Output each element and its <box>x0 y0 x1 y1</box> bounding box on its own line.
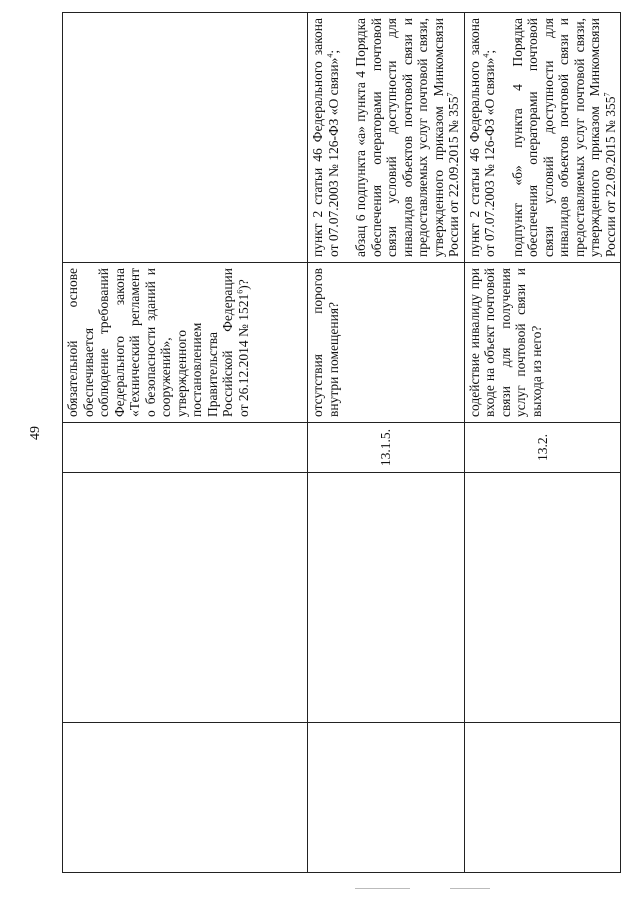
row-2-basis-1-text: подпункт «б» пункта 4 Порядка обеспечения операторами почтовой связи условий доступности для инвалидов объектов почтовой связи и предоставляемых услуг почтовой связи, утвержденного приказом Минкомсвязи России от 22.09.2015 № 355 <box>509 18 618 257</box>
table-row <box>464 13 621 873</box>
row-2-question <box>464 263 621 423</box>
row-0-empty-right <box>63 13 308 263</box>
row-0-empty-left <box>63 723 308 873</box>
row-2-empty-left <box>464 723 621 873</box>
row-2-basis-1 <box>510 18 619 257</box>
row-0-question-text: обязательной основе обеспечивается соблюдение требований Федерального закона «Технический регламент о безопасности зданий и сооружений», утвержденного постановлением Правительства Российской Федерации от 26.12.2014 № 1521 <box>65 268 251 417</box>
row-1-basis <box>308 13 465 263</box>
row-1-basis-0-tail: ; <box>325 49 341 54</box>
row-1-basis-1-text: абзац 6 подпункта «а» пункта 4 Порядка обеспечения операторами почтовой связи условий доступности для инвалидов объектов почтовой связи и предоставляемых услуг почтовой связи, утвержденного приказом Минкомсвязи России от 22.09.2015 № 355 <box>353 18 461 257</box>
row-2-empty-center <box>464 473 621 723</box>
table-row <box>308 13 465 873</box>
row-2-number: 13.2. <box>464 423 621 473</box>
row-2-basis-1-footnote: 7 <box>602 92 611 97</box>
scan-artifact <box>450 888 490 889</box>
row-1-basis-1 <box>353 18 462 257</box>
table-row <box>63 13 308 873</box>
row-1-empty-left <box>308 723 465 873</box>
row-0-empty-center <box>63 473 308 723</box>
row-1-basis-0-footnote: 4 <box>325 53 334 58</box>
row-0-question-tail: )? <box>235 279 251 290</box>
row-1-basis-1-footnote: 7 <box>445 92 455 97</box>
row-1-number: 13.1.5. <box>308 423 465 473</box>
row-2-question-text: содействие инвалиду при входе на объект почтовой связи для получения услуг почтовой связи и выхода из него? <box>466 268 544 417</box>
row-0-question-footnote: 6 <box>235 289 244 294</box>
scan-artifact <box>355 888 410 889</box>
row-1-empty-center <box>308 473 465 723</box>
row-2-basis-0-footnote: 4 <box>481 53 491 58</box>
row-0-number <box>63 423 308 473</box>
row-2-basis-0 <box>467 18 498 257</box>
row-1-question-text: отсутствия порогов внутри помещения? <box>310 268 341 417</box>
row-0-question <box>63 263 308 423</box>
row-2-basis <box>464 13 621 263</box>
page-number: 49 <box>28 426 43 440</box>
row-1-question <box>308 263 465 423</box>
row-1-basis-0 <box>310 18 341 257</box>
requirements-table <box>62 12 621 873</box>
row-1-basis-0-text: пункт 2 статьи 46 Федерального закона от 07.07.2003 № 126-ФЗ «О связи» <box>310 18 341 257</box>
row-2-basis-0-text: пункт 2 статьи 46 Федерального закона от 07.07.2003 № 126-ФЗ «О связи» <box>466 18 497 257</box>
rotated-page <box>28 13 618 873</box>
row-2-basis-0-tail: ; <box>482 49 497 54</box>
